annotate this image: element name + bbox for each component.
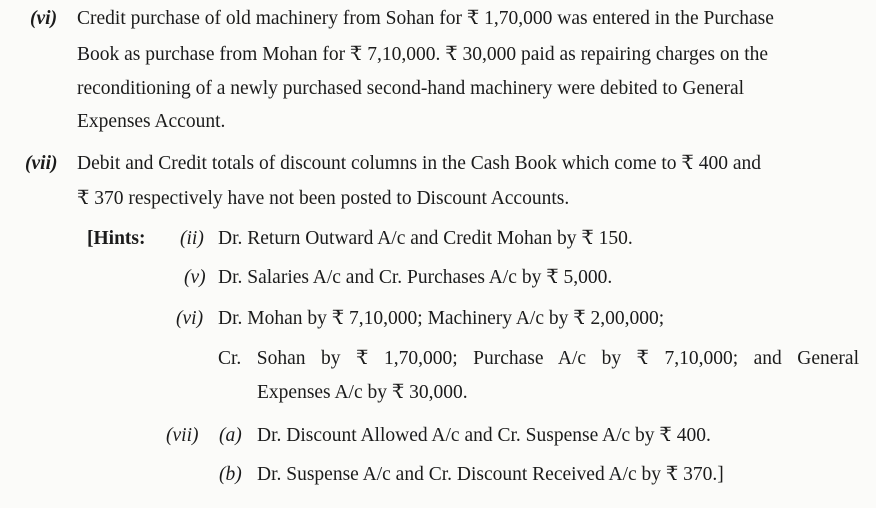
item-vi-line-3: reconditioning of a newly purchased second-hand machinery were debited to General [77, 78, 745, 99]
hint-vi-line-2: Cr. Sohan by ₹ 1,70,000; Purchase A/c by ₹ 7,10,000; and General [218, 348, 859, 369]
item-vi-line-4: Expenses Account. [77, 111, 226, 132]
hint-ii-number: (ii) [180, 228, 204, 249]
hint-vi-number: (vi) [176, 308, 204, 329]
item-vi-line-2: Book as purchase from Mohan for ₹ 7,10,000. ₹ 30,000 paid as repairing charges on the [77, 44, 769, 65]
hint-vii-b-number: (b) [219, 464, 242, 485]
item-vi-line-1: Credit purchase of old machinery from Sohan for ₹ 1,70,000 was entered in the Purchase [77, 8, 774, 29]
hint-vi-line-1: Dr. Mohan by ₹ 7,10,000; Machinery A/c by ₹ 2,00,000; [218, 308, 665, 329]
hint-v-text: Dr. Salaries A/c and Cr. Purchases A/c by ₹ 5,000. [218, 267, 613, 288]
item-vii-line-1: Debit and Credit totals of discount columns in the Cash Book which come to ₹ 400 and [77, 153, 761, 174]
hints-label: [Hints: [87, 228, 146, 249]
hint-ii-text: Dr. Return Outward A/c and Credit Mohan by ₹ 150. [218, 228, 633, 249]
item-vii-number: (vii) [25, 153, 58, 174]
hint-vii-b-text: Dr. Suspense A/c and Cr. Discount Received A/c by ₹ 370.] [257, 464, 724, 485]
hint-v-number: (v) [184, 267, 206, 288]
hint-vii-a-text: Dr. Discount Allowed A/c and Cr. Suspense A/c by ₹ 400. [257, 425, 711, 446]
hint-vii-number: (vii) [166, 425, 199, 446]
item-vi-number: (vi) [30, 8, 58, 29]
item-vii-line-2: ₹ 370 respectively have not been posted to Discount Accounts. [77, 188, 570, 209]
hint-vi-line-3: Expenses A/c by ₹ 30,000. [257, 382, 468, 403]
hint-vii-a-number: (a) [219, 425, 242, 446]
